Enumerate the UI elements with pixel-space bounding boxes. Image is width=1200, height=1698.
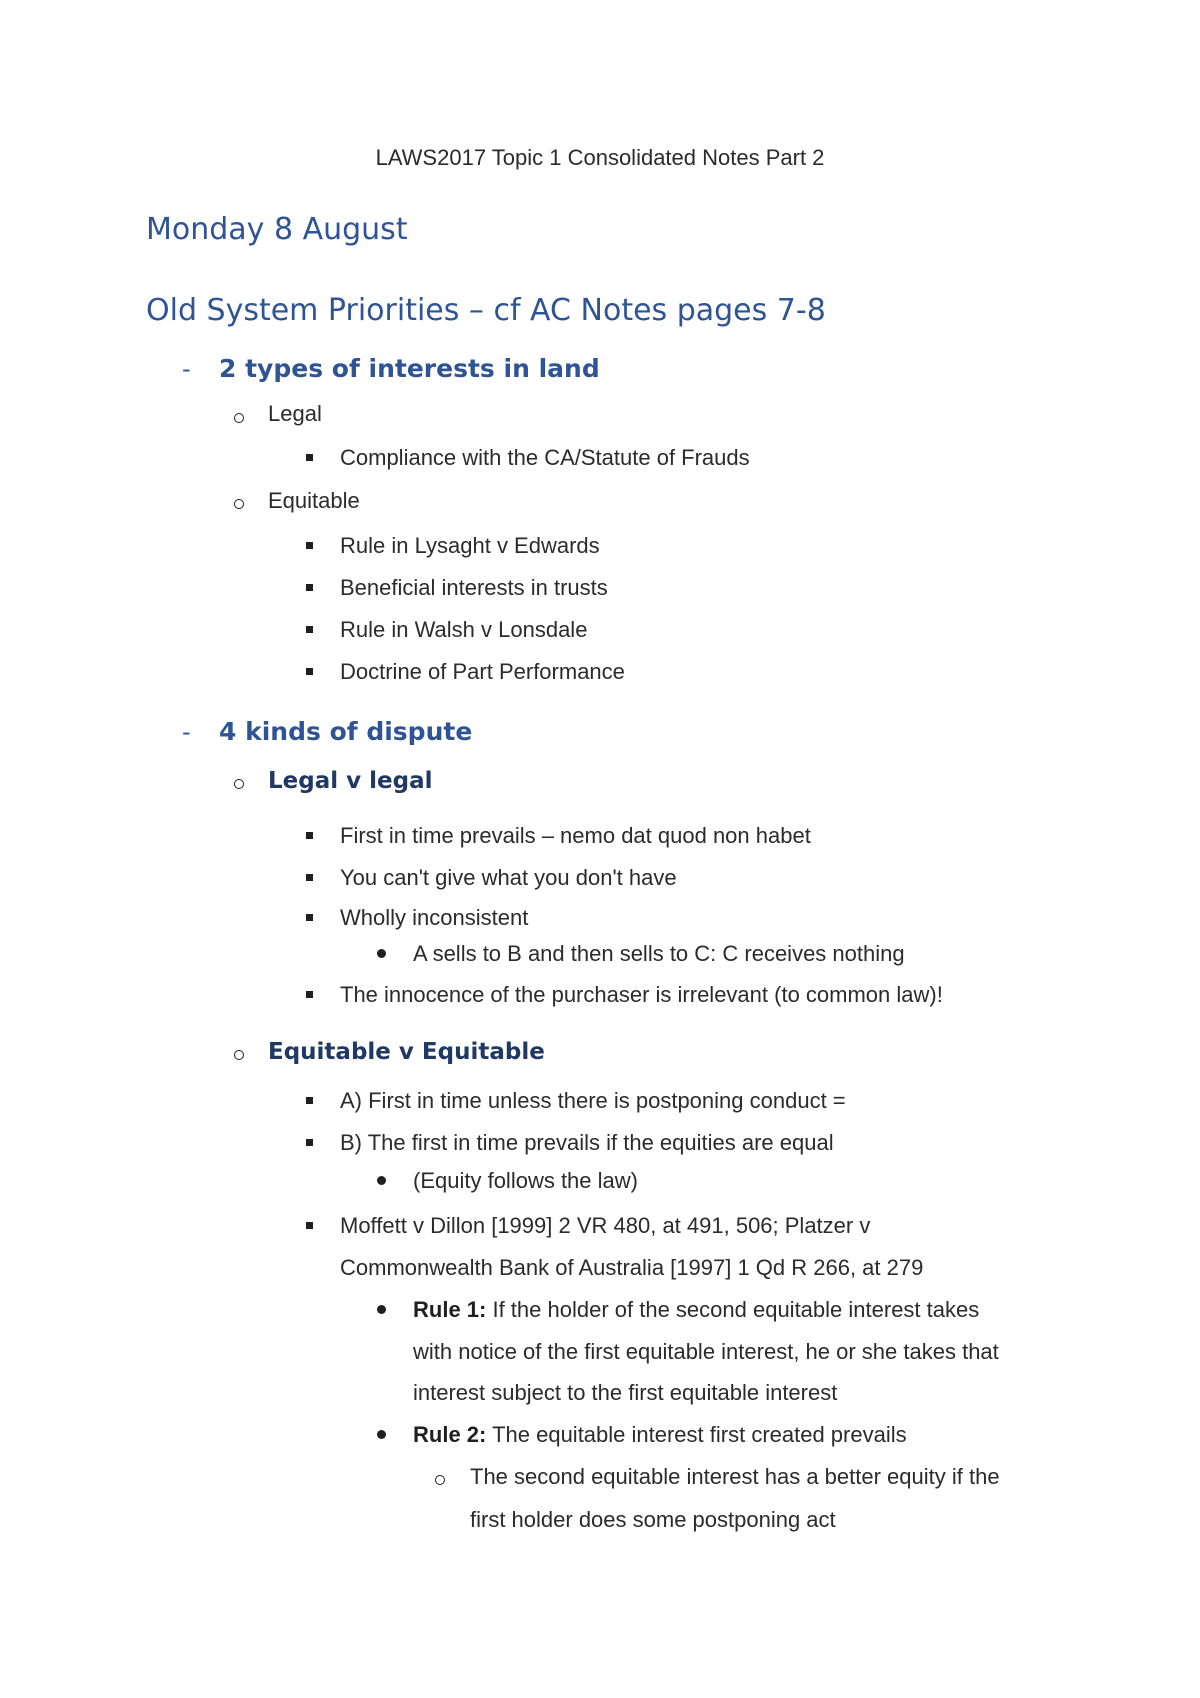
square-bullet-icon [306,542,313,549]
legal-v-legal-item: Wholly inconsistent [340,905,529,930]
date-heading: Monday 8 August [146,212,408,247]
equitable-item-a: A) First in time unless there is postponing conduct = [340,1088,846,1113]
rule-1-label: Rule 1: [413,1297,487,1322]
square-bullet-icon [306,626,313,633]
circle-bullet-icon [234,779,244,789]
rule-1-text: interest subject to the first equitable interest [413,1380,838,1405]
square-bullet-icon [306,454,313,461]
square-bullet-icon [306,668,313,675]
equitable-item: Doctrine of Part Performance [340,659,625,684]
circle-bullet-icon [234,1050,244,1060]
square-bullet-icon [306,991,313,998]
circle-bullet-icon [234,413,244,423]
dash-bullet: - [182,355,191,383]
section-heading: Old System Priorities – cf AC Notes pages 7-8 [146,293,826,328]
dispute-heading: 4 kinds of dispute [219,717,473,746]
legal-v-legal-heading: Legal v legal [268,768,433,794]
legal-v-legal-item: You can't give what you don't have [340,865,677,890]
rule-2-text: The equitable interest first created prevails [486,1422,907,1447]
square-bullet-icon [306,914,313,921]
square-bullet-icon [306,874,313,881]
rule-2-subpoint: The second equitable interest has a better equity if the [470,1464,1000,1489]
rule-2 [413,1421,907,1449]
round-bullet-icon [377,1305,386,1314]
circle-bullet-icon [234,499,244,509]
document-title: LAWS2017 Topic 1 Consolidated Notes Part 2 [375,145,825,170]
square-bullet-icon [306,1097,313,1104]
square-bullet-icon [306,1222,313,1229]
rule-2-subpoint: first holder does some postponing act [470,1507,836,1532]
legal-label: Legal [268,401,322,426]
equitable-item-b-note: (Equity follows the law) [413,1168,638,1193]
cases-line: Moffett v Dillon [1999] 2 VR 480, at 491, 506; Platzer v [340,1213,871,1238]
rule-1-text: If the holder of the second equitable interest takes [486,1297,980,1322]
legal-v-legal-item: First in time prevails – nemo dat quod non habet [340,823,811,848]
equitable-v-equitable-heading: Equitable v Equitable [268,1039,545,1065]
round-bullet-icon [377,1176,386,1185]
equitable-item: Rule in Walsh v Lonsdale [340,617,588,642]
circle-bullet-icon [435,1475,445,1485]
legal-v-legal-example: A sells to B and then sells to C: C receives nothing [413,941,905,966]
legal-v-legal-item: The innocence of the purchaser is irrelevant (to common law)! [340,982,943,1007]
types-heading: 2 types of interests in land [219,354,600,383]
equitable-item-b: B) The first in time prevails if the equities are equal [340,1130,834,1155]
square-bullet-icon [306,584,313,591]
round-bullet-icon [377,949,386,958]
square-bullet-icon [306,832,313,839]
square-bullet-icon [306,1139,313,1146]
equitable-label: Equitable [268,488,360,513]
rule-1 [413,1296,979,1324]
dash-bullet: - [182,718,191,746]
legal-item: Compliance with the CA/Statute of Frauds [340,445,750,470]
cases-line: Commonwealth Bank of Australia [1997] 1 Qd R 266, at 279 [340,1255,924,1280]
rule-2-label: Rule 2: [413,1422,487,1447]
equitable-item: Rule in Lysaght v Edwards [340,533,600,558]
rule-1-text: with notice of the first equitable interest, he or she takes that [413,1339,999,1364]
round-bullet-icon [377,1430,386,1439]
equitable-item: Beneficial interests in trusts [340,575,608,600]
